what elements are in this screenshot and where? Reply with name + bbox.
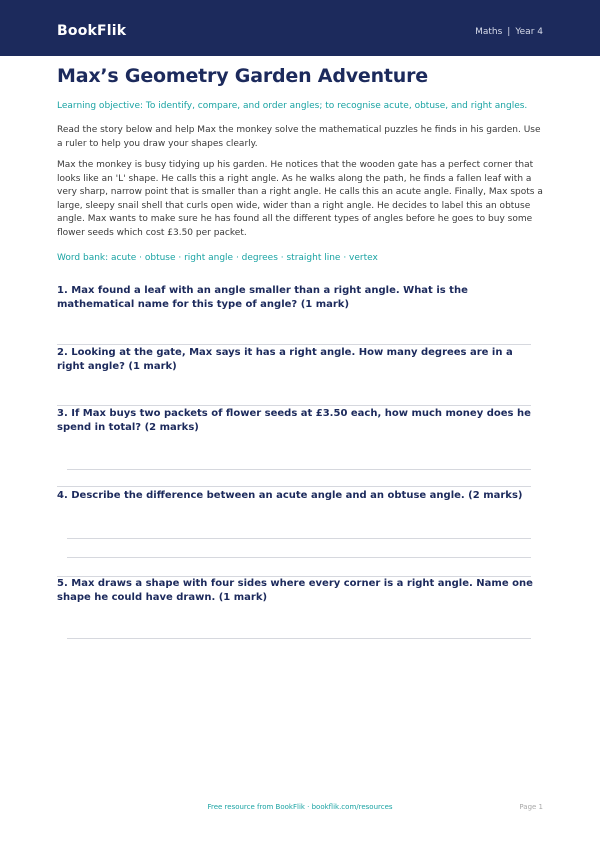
question-2: 2. Looking at the gate, Max says it has a right angle. How many degrees are in a right angle? (1 mark) (57, 347, 513, 372)
question-divider (57, 405, 531, 406)
footer-credit[interactable]: Free resource from BookFlik · bookflik.com/resources (207, 803, 393, 811)
answer-line[interactable] (67, 538, 531, 539)
question-5: 5. Max draws a shape with four sides where every corner is a right angle. Name one shape he could have drawn. (1 mark) (57, 578, 533, 603)
year-label: Year 4 (515, 27, 543, 37)
answer-line[interactable] (67, 557, 531, 558)
brand-logo[interactable]: BookFlik (57, 23, 127, 39)
learning-objective: Learning objective: To identify, compare, and order angles; to recognise acute, obtuse, and right angles. (57, 101, 528, 111)
meta-separator: | (507, 27, 511, 37)
question-divider (57, 486, 531, 487)
header-meta (475, 27, 543, 37)
question-4: 4. Describe the difference between an acute angle and an obtuse angle. (2 marks) (57, 490, 523, 501)
question-3: 3. If Max buys two packets of flower seeds at £3.50 each, how much money does he spend in total? (2 marks) (57, 408, 531, 433)
word-bank: Word bank: acute · obtuse · right angle · degrees · straight line · vertex (57, 253, 378, 263)
subject-label: Maths (475, 27, 503, 37)
answer-line[interactable] (67, 638, 531, 639)
story-paragraph: Max the monkey is busy tidying up his garden. He notices that the wooden gate has a perfect corner that looks like an 'L' shape. He calls this a right angle. As he walks along the path, he finds a fallen leaf with a very sharp, narrow point that is smaller than a right angle. He calls this an acute angle. Finally, Max spots a large, sleepy snail shell that curls open wide, wider than a right angle. He decides to label this an obtuse angle. Max wants to make sure he has found all the different types of angles before he goes to buy some flower seeds which cost £3.50 per packet. (57, 160, 543, 238)
intro-paragraph: Read the story below and help Max the monkey solve the mathematical puzzles he finds in his garden. Use a ruler to help you draw your shapes clearly. (57, 125, 541, 149)
header-bar (0, 0, 600, 56)
page-number: Page 1 (519, 803, 543, 811)
question-1: 1. Max found a leaf with an angle smaller than a right angle. What is the mathematical name for this type of angle? (1 mark) (57, 285, 468, 310)
question-divider (57, 344, 531, 345)
page-title: Max’s Geometry Garden Adventure (57, 65, 428, 87)
answer-line[interactable] (67, 469, 531, 470)
